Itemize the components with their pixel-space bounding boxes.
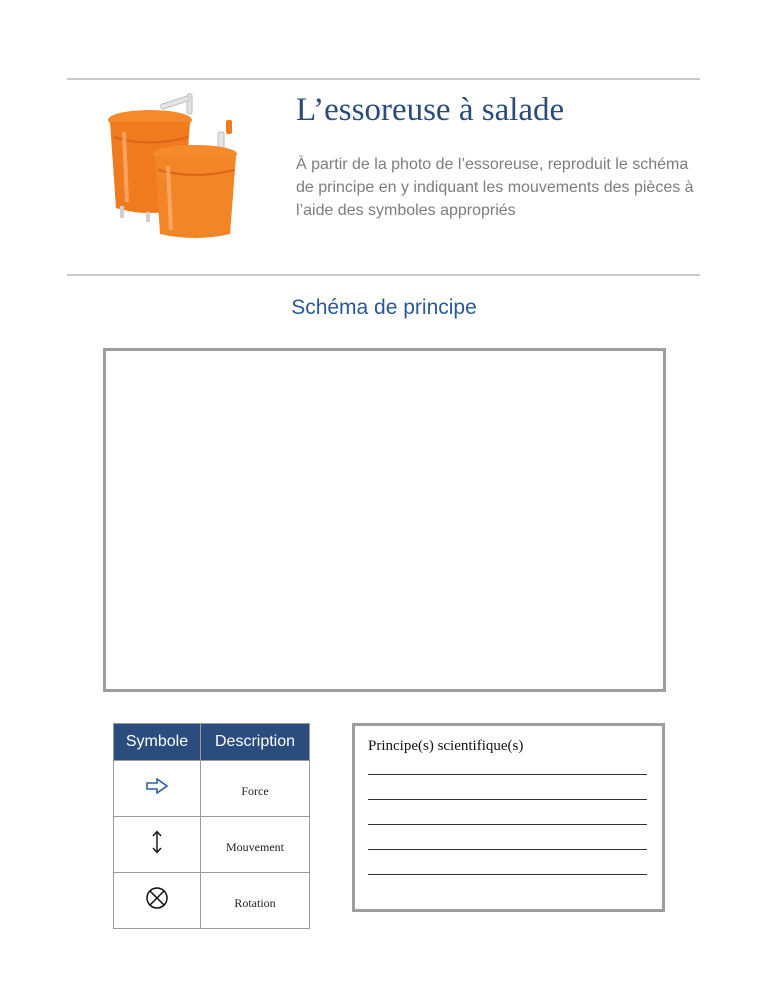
legend-label-rotation: Rotation: [201, 873, 310, 929]
answer-line[interactable]: [368, 849, 647, 850]
vertical-double-arrow-icon: [150, 841, 164, 858]
answer-line[interactable]: [368, 824, 647, 825]
legend-label-force: Force: [201, 761, 310, 817]
legend-header-description: Description: [201, 724, 310, 761]
legend-label-mouvement: Mouvement: [201, 817, 310, 873]
answer-line[interactable]: [368, 774, 647, 775]
table-row: [114, 873, 310, 929]
symbol-legend-table: [113, 723, 310, 929]
top-divider: [67, 78, 700, 80]
salad-spinner-image: [100, 92, 250, 242]
instruction-text: À partir de la photo de l’essoreuse, reproduit le schéma de principe en y indiquant les mouvements des pièces à l’aide des symboles appropriés: [296, 156, 694, 219]
table-row: [114, 761, 310, 817]
table-row: [114, 817, 310, 873]
middle-divider: [67, 274, 700, 276]
legend-header-symbol: Symbole: [114, 724, 201, 761]
circled-x-icon: [145, 897, 169, 914]
force-arrow-icon: [145, 781, 169, 798]
answer-line[interactable]: [368, 799, 647, 800]
principles-title: Principe(s) scientifique(s): [368, 738, 524, 754]
diagram-drawing-area[interactable]: [103, 348, 666, 692]
principles-box: [352, 723, 665, 912]
answer-line[interactable]: [368, 874, 647, 875]
page-title: L’essoreuse à salade: [296, 92, 565, 128]
section-title: Schéma de principe: [291, 296, 477, 319]
